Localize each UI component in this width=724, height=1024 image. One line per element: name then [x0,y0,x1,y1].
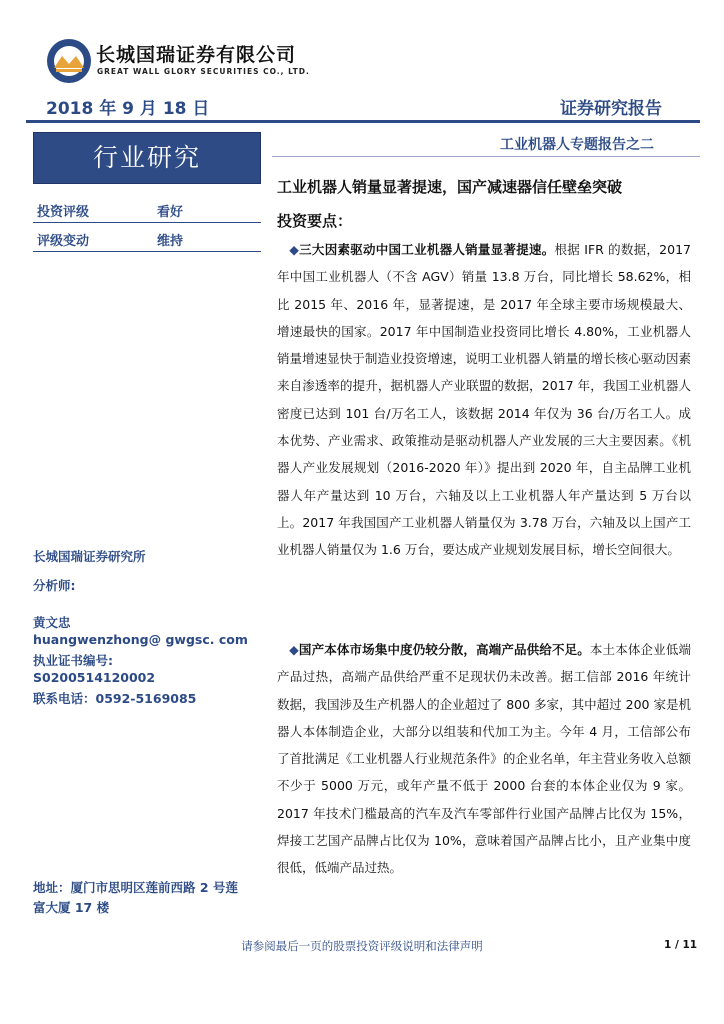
contact-phone: 联系电话：0592-5169085 [33,691,197,706]
report-title: 工业机器人销量显著提速，国产减速器信任壁垒突破 [277,178,623,196]
rating-divider [33,251,261,252]
paragraph-lead: 三大因素驱动中国工业机器人销量显著提速。 [299,242,555,257]
paragraph-body: 本土本体企业低端产品过热，高端产品供给严重不足现状仍未改善。据工信部 2016 年统计数据，我国涉及生产机器人的企业超过了 800 多家，其中超过 200 家是机器人本体制造企业，大部分以组装和代加工为主。今年 4 月，工信部公布了首批满足《工业机器人行业规范条件》的企业名单，年主营业务收入总额不少于 5000 万元，或年产量不低于 2000 台套的本体企业仅为 9 家。2017 年技术门槛最高的汽车及汽车零部件行业国产品牌占比仅为 15%，焊接工艺国产品牌占比仅为 10%，意味着国产品牌占比小，且产业集中度很低，低端产品过热。 [277,642,691,876]
key-points-heading: 投资要点： [277,212,353,230]
office-address: 地址：厦门市思明区莲前西路 2 号莲富大厦 17 楼 [33,880,238,915]
paragraph-body: 根据 IFR 的数据，2017 年中国工业机器人（不含 AGV）销量 13.8 万台，同比增长 58.62%，相比 2015 年、2016 年，显著提速，是 2017 年全球主要市场规模最大、增速最快的国家。2017 年中国制造业投资同比增长 4.80%，工业机器人销量增速显快于制造业投资增速，说明工业机器人销量的增长核心驱动因素来自渗透率的提升，据机器人产业联盟的数据，2017 年，我国工业机器人密度已达到 101 台/万名工人，该数据 2014 年仅为 36 台/万名工人。成本优势、产业需求、政策推动是驱动机器人产业发展的三大主要因素。《机器人产业发展规划（2016-2020 年）》提出到 2020 年，自主品牌工业机器人年产量达到 10 万台，六轴及以上工业机器人年产量达到 5 万台以上。2017 年我国国产工业机器人销量仅为 3.78 万台，六轴及以上国产工业机器人销量仅为 1.6 万台，要达成产业规划发展目标，增长空间很大。 [277,242,691,558]
disclaimer-notice: 请参阅最后一页的股票投资评级说明和法律声明 [241,939,483,953]
paragraph-lead: 国产本体市场集中度仍较分散，高端产品供给不足。 [298,642,590,657]
paragraph [277,236,691,564]
document-type: 证券研究报告 [560,99,662,119]
report-series: 工业机器人专题报告之二 [500,137,654,153]
company-logo-icon [46,38,92,84]
company-name-en: GREAT WALL GLORY SECURITIES CO., LTD. [97,67,310,76]
rating-change-label: 评级变动 [37,234,90,249]
paragraph [277,636,691,882]
research-institute: 长城国瑞证券研究所 [33,549,146,564]
company-name-cn: 长城国瑞证券有限公司 [96,44,297,66]
analyst-label: 分析师: [33,578,76,593]
diamond-bullet-icon: ◆ [289,242,300,257]
report-date: 2018 年 9 月 18 日 [46,99,210,119]
certificate-number: S0200514120002 [33,670,156,685]
rating-divider [33,222,261,223]
rating-change-value: 维持 [157,234,184,249]
rating-value: 看好 [157,205,184,220]
diamond-bullet-icon: ◆ [289,642,299,657]
category-label: 行业研究 [92,143,201,172]
page-number: 1 / 11 [664,939,698,951]
rating-label: 投资评级 [37,205,90,220]
analyst-name: 黄文忠 [33,615,71,630]
analyst-email[interactable]: huangwenzhong@ gwgsc. com [33,632,248,647]
header-divider [26,120,700,123]
series-divider [272,156,700,157]
certificate-label: 执业证书编号: [33,653,113,668]
